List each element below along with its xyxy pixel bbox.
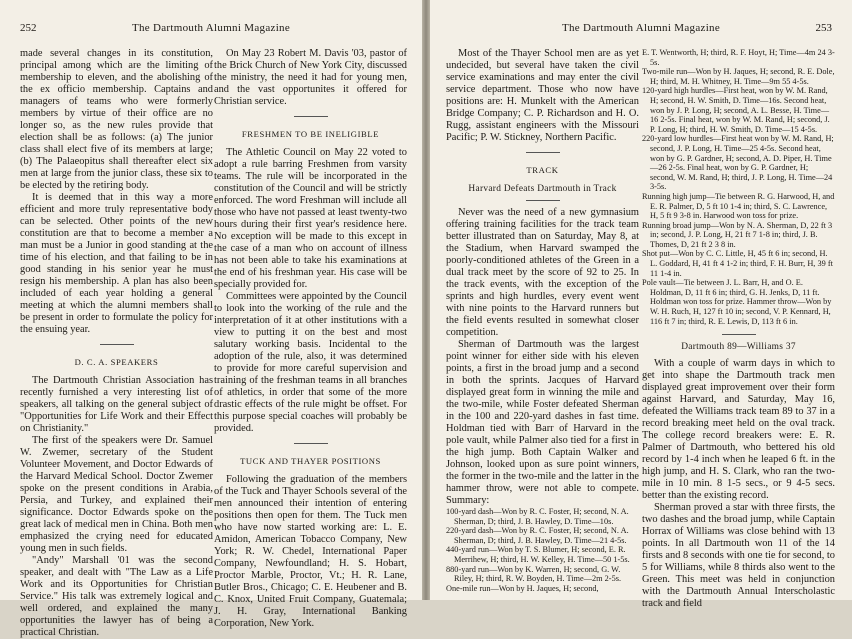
- page-header: [430, 22, 852, 36]
- result-line: 220-yard dash—Won by R. C. Foster, H; second, N. A. Sherman, D; third, J. B. Hawley, D. Time—21 4-5s.: [446, 526, 629, 545]
- divider: [294, 116, 328, 117]
- paragraph: With a couple of warm days in which to get into shape the Dartmouth track men displayed great improvement over their form against Harvard, and Saturday, May 16, defeated the Williams track team 89 to 37 in a record breaking meet held on the oval track. The college record breakers were: E. R. Palmer of Dartmouth, who bettered his old record by 1-4 inch when he leaped 6 ft. in the high jump, and H. S. Clark, who ran the two-mile in 10 min. 8 1-5 secs., or 9 4-5 secs. better than the existing record.: [642, 358, 835, 502]
- section-heading: FRESHMEN TO BE INELIGIBLE: [241, 129, 380, 139]
- paragraph: Most of the Thayer School men are as yet undecided, but several have taken the civil service examinations and may enter the civil service department. Those who now have positions are: H. Munkelt with the American Bridge Company; C. P. Richardson and H. O. Rugg, assistant engineers with the Missouri Pacific; P. W. Stickney, Northern Pacific.: [446, 48, 639, 143]
- paragraph: "Andy" Marshall '01 was the second speaker, and dealt with "The Law as a Life Work and its Opportunities for Christian Service." His talk was extremely logical and well ordered, and explained the many opportunities the lawyer has of being a practical Christian.: [20, 555, 213, 638]
- running-title: The Dartmouth Alumni Magazine: [561, 22, 721, 34]
- paragraph: On May 23 Robert M. Davis '03, pastor of the Brick Church of New York City, discussed the ministry, the need it had for young men, and the vast opportunites it offered for Christian service.: [214, 48, 407, 107]
- section-heading: D. C. A. SPEAKERS: [74, 357, 159, 367]
- result-line: 880-yard run—Won by K. Warren, H; second, G. W. Riley, H; third, R. W. Boyden, H. Time—2m 2-5s.: [446, 564, 622, 584]
- results-summary: [446, 507, 639, 593]
- result-line: 220-yard low hurdles—First heat won by W. M. Rand, H; second, J. P. Long, H. Time—25 4-5s. Second heat, won by G. P. Gardner, H; second, A. D. Piper, H. Time—26 2-5s. Final heat, won by G. P. Gardner, H; second, W. M. Rand, H; third, J. P. Long, H. Time—24 3-5s.: [642, 134, 834, 192]
- subheading: Dartmouth 89—Williams 37: [681, 342, 796, 353]
- paragraph: Never was the need of a new gymnasium offering training facilities for the track team better illustrated than on Saturday, May 8, at the Stadium, when Harvard swamped the poorly-conditioned athletes of the Green in a dual track meet by the score of 92 to 25. In the track events, with the exception of the sprints and high hurdles, every event went with nine points to the Harvard runners but the field events resulted in somewhat closer competition.: [446, 207, 639, 338]
- divider: [526, 152, 560, 153]
- running-title: The Dartmouth Alumni Magazine: [131, 22, 291, 34]
- paragraph: The Dartmouth Christian Association has recently furnished a very interesting list of speakers, all talking on the general subject of "Opportunities for Life Work and their Effect on Christianity.": [20, 375, 213, 434]
- result-line: Running high jump—Tie between R. G. Harwood, H, and E. R. Palmer, D, 5 ft 10 1-4 in; third, S. C. Lawrence, H, 5 ft 9 3-8 in. Harwood won toss for prize.: [642, 191, 835, 221]
- result-line: 100-yard dash—Won by R. C. Foster, H; second, N. A. Sherman, D; third, J. B. Hawley, D. Time—10s.: [446, 507, 629, 526]
- result-line: Pole vault—Tie between J. L. Barr, H, and O. E. Holdman, D, 11 ft 6 in; third, G. H. Jenks, D, 11 ft. Holdman won toss for prize. Hammer throw—Won by W. H. Ruch, H, 127 ft 10 in; second, V. P. Kennard, H, 116 ft 7 in; third, R. E. Lewis, D, 113 ft 6 in.: [642, 278, 832, 326]
- paragraph: It is deemed that in this way a more efficient and more truly representative body can be selected. Other points of the new constitution are that to become a member a man must be a Junior in good standing at the time of his election, and that failing to be in good standing in his senior year he must resign his membership. A plan has also been included of each year holding a general meeting at which the alumni members shall be present in order to formulate the policy for the ensuing year.: [20, 192, 213, 335]
- subheading: Harvard Defeats Dartmouth in Track: [468, 184, 617, 194]
- page-number: 253: [815, 22, 832, 34]
- paragraph: Committees were appointed by the Council to look into the working of the rule and the interpretation of it at other institutions with a view to putting it on the best and most salutary working basis. Incidental to the adoption of the rule, also, it was determined to provide for more careful supervision and training of the freshman teams in all branches of athletics, in order that some of the more drastic effects of the rule might be offset. For this purpose special coaches will probably be provided.: [214, 291, 407, 434]
- divider: [294, 443, 328, 444]
- section-heading: TUCK AND THAYER POSITIONS: [240, 456, 381, 466]
- left-column-1: [20, 48, 213, 639]
- right-column-2: [642, 48, 835, 610]
- section-heading: TRACK: [526, 165, 559, 175]
- result-line: E. T. Wentworth, H; third, R. F. Hoyt, H; Time—4m 24 3-5s.: [642, 48, 835, 67]
- divider: [100, 344, 134, 345]
- left-column-2: [214, 48, 407, 630]
- page-header: [0, 22, 422, 36]
- divider: [526, 200, 560, 201]
- result-line: Shot put—Won by C. C. Little, H, 45 ft 6 in; second, H. L. Goddard, H, 41 ft 4 1-2 in; third, F. H. Burr, H, 39 ft 11 1-4 in.: [642, 249, 833, 278]
- result-line: 120-yard high hurdles—First heat, won by W. M. Rand, H; second, H. W. Smith, D. Time—16s. Second heat, won by J. P. Long, H; second, A. L. Besse, H. Time—16 2-5s. Final heat, won by W. M. Rand, H; second, J. P. Long, H; third, H. W. Smith, D. Time—15 4-5s.: [642, 86, 830, 134]
- paragraph: The Athletic Council on May 22 voted to adopt a rule barring Freshmen from varsity teams. The rule will be incorporated in the constitution of the Council and will be strictly enforced. The word Freshman will include all those who have not passed at least twenty-two hours during their first year's residence here. No exception will be made to this except in the case of a man who on account of illness has not been able to take his examinations at the end of his freshman year. His case will be specially provided for.: [214, 147, 407, 290]
- result-line: Running broad jump—Won by N. A. Sherman, D, 22 ft 3 in; second, J. P. Long, H, 21 ft 7 1-8 in; third, J. B. Thomes, D, 21 ft 2 3 8 in.: [642, 220, 833, 249]
- book-gutter: [422, 0, 430, 600]
- result-line: 440-yard run—Won by T. S. Blumer, H; second, E. R. Merrihew, H; third, H. W. Kelley, H. Time—50 1-5s.: [446, 545, 630, 564]
- paragraph: Sherman proved a star with three firsts, the two dashes and the broad jump, while Captain Horrax of Williams was close behind with 13 points. In all Dartmouth won 11 of the 14 firsts and 8 seconds with one tie for second, to 5 for Williams, while 8 thirds also went to the Green. This meet was held in conjunction with the Dartmouth Annual Interscholastic track and field: [642, 502, 835, 610]
- paragraph: Sherman of Dartmouth was the largest point winner for either side with his eleven points, a first in the broad jump and a second in both the sprints. Jacques of Harvard displayed great form in winning the mile and the two-mile, while Foster defeated Sherman in the 100 and 220-yard dashes in fast time. Holdman tied with Barr of Harvard in the pole vault, while Palmer also tied for a first in the high jump. Both Captain Walker and Johnson, looked upon as sure point winners, the former in the two-mile and the latter in the hammer throw, were not able to compete. Summary:: [446, 339, 639, 506]
- page-number: 252: [20, 22, 37, 34]
- right-page: [430, 0, 852, 610]
- divider: [722, 334, 756, 335]
- result-line: Two-mile run—Won by H. Jaques, H; second, R. E. Dole, H; third, M. H. Whitney, H. Time—9m 55 4-5s.: [642, 67, 835, 86]
- result-line: One-mile run—Won by H. Jaques, H; second,: [446, 583, 599, 593]
- results-summary: [642, 48, 835, 326]
- paragraph: The first of the speakers were Dr. Samuel W. Zwemer, secretary of the Student Volunteer Movement, and Doctor Edwards of the Harvard Medical School. Doctor Zwemer spoke on the present conditions in Arabia, Persia, and Turkey, and explained their significance. Doctor Edwards spoke on the great lack of medical men in China. Both men emphasized the crying need for educated young men in such fields.: [20, 435, 213, 554]
- right-column-1: [446, 48, 639, 593]
- paragraph: Following the graduation of the members of the Tuck and Thayer Schools several of the men announced their intention of entering positions then open for them. The Tuck men who have now started working are: L. E. Amidon, American Tobacco Company, New York; R. W. Chedel, International Paper Company, Newfoundland; H. S. Hobart, Proctor Marble, Proctor, Vt.; H. R. Lane, Butler Bros., Chicago; C. E. Heubener and B. C. Knox, United Fruit Company, Guatemala; J. H. Gray, International Banking Corporation, New York.: [214, 474, 407, 629]
- paragraph: made several changes in its constitution, principal among which are the limiting of membership to eleven, and the abolishing of the ex officio membership. Captains and managers of teams who were formerly members by virtue of their office are no longer so, as the new rules provide that election shall be as follows: (a) The junior class shall elect five of its members at large; (b) The Palaeopitus shall thereafter elect six men at large from the junior class, these six to be elected by the retiring body.: [20, 48, 213, 191]
- left-page: [0, 0, 422, 638]
